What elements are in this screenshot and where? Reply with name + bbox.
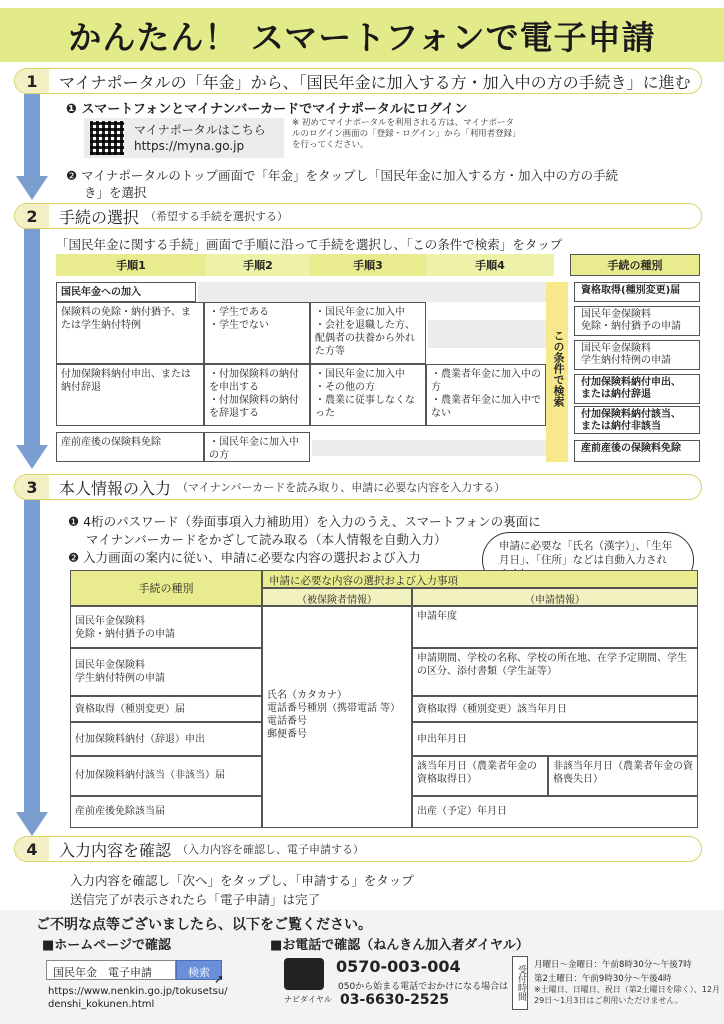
footer-search-input[interactable]: 国民年金 電子申請	[46, 960, 176, 980]
proc-row4-col1: 産前産後の保険料免除	[56, 432, 204, 462]
proc-row3-col4: ・農業者年金に加入中の方 ・農業者年金に加入中でない	[426, 364, 546, 426]
step3-title: 本人情報の入力	[59, 478, 172, 498]
proc-row4-empty	[312, 440, 546, 456]
footer-url-line2[interactable]: denshi_kokunen.html	[48, 999, 155, 1010]
flow-line-1	[24, 94, 40, 178]
step2-number: 2	[15, 204, 49, 228]
qr-code-icon	[90, 121, 124, 155]
input-row1-type: 国民年金保険料 免除・納付猶予の申請	[70, 606, 262, 648]
input-row3-type: 資格取得（種別変更）届	[70, 696, 262, 722]
phone-number-1[interactable]: 0570-003-004	[336, 957, 461, 976]
hours-line3: ※土曜日、日曜日、祝日（第2土曜日を除く）、12月29日〜1月3日はご利用いただけません。	[534, 985, 720, 1005]
step4-subtitle: （入力内容を確認し、電子申請する）	[177, 843, 365, 856]
input-row5-app: 該当年月日（農業者年金の資格取得日）	[412, 756, 548, 796]
step2-header	[14, 203, 702, 229]
type-head: 手続の種別	[570, 254, 700, 276]
step3-item1-line2: マイナンバーカードをかざして読み取る（本人情報を自動入力）	[86, 532, 447, 547]
step3-item1-line1: ❶ 4桁のパスワード（券面事項入力補助用）を入力のうえ、スマートフォンの裏面に	[68, 514, 541, 529]
cursor-icon: ➚	[214, 972, 225, 986]
flow-line-2	[24, 229, 40, 447]
step1-item2-line2: き」を選択	[84, 185, 147, 200]
input-table-subhead-app: （申請情報）	[412, 588, 698, 606]
qr-url[interactable]: https://myna.go.jp	[134, 139, 245, 153]
input-row1-app: 申請年度	[412, 606, 698, 648]
step3-number: 3	[15, 475, 49, 499]
flow-arrow-2	[16, 445, 48, 469]
insured-info-cell: 氏名（カタカナ） 電話番号種別（携帯電話 等） 電話番号 郵便番号	[262, 606, 412, 828]
input-row2-app: 申請期間、学校の名称、学校の所在地、在学予定期間、学生の区分、添付書類（学生証等）	[412, 648, 698, 696]
input-row6-type: 産前産後免除該当届	[70, 796, 262, 828]
flow-arrow-3	[16, 812, 48, 836]
search-label[interactable]: この条件で検索	[552, 330, 565, 407]
proc-row2-col2: ・学生である ・学生でない	[204, 302, 310, 364]
step3-subtitle: （マイナンバーカードを読み取り、申請に必要な内容を入力する）	[177, 481, 506, 494]
proc-row2-empty	[428, 320, 546, 348]
proc-row3-col1: 付加保険料納付申出、または納付辞退	[56, 364, 204, 426]
type-5: 付加保険料納付該当、 または納付非該当	[574, 406, 700, 434]
flow-line-3	[24, 500, 40, 816]
navi-dial-label: ナビダイヤル	[284, 995, 332, 1004]
type-2: 国民年金保険料 免除・納付猶予の申請	[574, 306, 700, 336]
hours-line1: 月曜日〜金曜日：午前8時30分〜午後7時	[534, 960, 692, 970]
qr-label: マイナポータルはこちら	[134, 123, 266, 137]
input-row6-app: 出産（予定）年月日	[412, 796, 698, 828]
flow-head-step1: 手順1	[56, 254, 206, 276]
proc-row1-col1: 国民年金への加入	[56, 282, 196, 302]
input-row5-type: 付加保険料納付該当（非該当）届	[70, 756, 262, 796]
footer-phone-title: ■お電話で確認（ねんきん加入者ダイヤル）	[270, 938, 529, 953]
step3-header	[14, 474, 702, 500]
step2-intro: 「国民年金に関する手続」画面で手順に沿って手続を選択し、「この条件で検索」をタップ	[56, 237, 563, 252]
step4-number: 4	[15, 837, 49, 861]
footer-heading: ご不明な点等ございましたら、以下をご覧ください。	[36, 917, 372, 933]
proc-row3-col3: ・国民年金に加入中 ・その他の方 ・農業に従事しなくなった	[310, 364, 426, 426]
footer-search-button[interactable]: 検索	[176, 960, 222, 980]
step4-line1: 入力内容を確認し「次へ」をタップし、「申請する」をタップ	[70, 873, 414, 888]
step2-title: 手続の選択	[59, 207, 140, 227]
step3-item2: ❷ 入力画面の案内に従い、申請に必要な内容の選択および入力	[68, 550, 421, 565]
page-title: かんたん！ スマートフォンで電子申請	[68, 17, 656, 57]
phone-number-2[interactable]: 03-6630-2525	[340, 992, 450, 1008]
step1-item2-line1: ❷ マイナポータルのトップ画面で「年金」をタップし「国民年金に加入する方・加入中の方の手続	[66, 168, 619, 183]
type-3: 国民年金保険料 学生納付特例の申請	[574, 340, 700, 370]
phone-note: 050から始まる電話でおかけになる場合は	[338, 982, 509, 992]
hours-label: 受付時間	[512, 956, 528, 1010]
hours-line2: 第2土曜日：午前9時30分〜午後4時	[534, 974, 672, 984]
flow-head-step3: 手順3	[310, 254, 426, 276]
flow-arrow-1	[16, 176, 48, 200]
proc-row4-col2: ・国民年金に加入中の方	[204, 432, 310, 462]
input-table-subhead-insured: （被保険者情報）	[262, 588, 412, 606]
proc-row2-col3: ・国民年金に加入中 ・会社を退職した方、配偶者の扶養から外れた方等	[310, 302, 426, 364]
step1-number: 1	[15, 69, 49, 93]
navi-dial-icon	[284, 958, 324, 990]
input-row3-app: 資格取得（種別変更）該当年月日	[412, 696, 698, 722]
proc-row2-col1: 保険料の免除・納付猶予、または学生納付特例	[56, 302, 204, 364]
type-1: 資格取得(種別変更)届	[574, 282, 700, 302]
step4-header	[14, 836, 702, 862]
footer-url-line1[interactable]: https://www.nenkin.go.jp/tokusetsu/	[48, 986, 228, 997]
flow-head-step4: 手順4	[426, 254, 554, 276]
type-6: 産前産後の保険料免除	[574, 440, 700, 462]
step1-item1: ❶ スマートフォンとマイナンバーカードでマイナポータルにログイン	[66, 102, 468, 117]
step4-line2: 送信完了が表示されたら「電子申請」は完了	[70, 892, 321, 907]
input-row4-type: 付加保険料納付（辞退）申出	[70, 722, 262, 756]
step1-title: マイナポータルの「年金」から、「国民年金に加入する方・加入中の方の手続き」に進む	[59, 72, 691, 92]
step4-title: 入力内容を確認	[59, 840, 172, 860]
auto-input-bubble: 申請に必要な「氏名（漢字）」、「生年月日」、「住所」などは自動入力され	[482, 532, 694, 588]
input-table-head-type: 手続の種別	[70, 570, 262, 606]
input-table-head-input: 申請に必要な内容の選択および入力事項	[262, 570, 698, 588]
input-row5-app2: 非該当年月日（農業者年金の資格喪失日）	[548, 756, 698, 796]
step1-header	[14, 68, 702, 94]
title-banner	[0, 8, 724, 62]
flow-head-step2: 手順2	[206, 254, 310, 276]
step2-subtitle: （希望する手続を選択する）	[145, 210, 289, 223]
type-4: 付加保険料納付申出、 または納付辞退	[574, 374, 700, 404]
step1-note: ※ 初めてマイナポータルを利用される方は、マイナポータルのログイン画面の「登録・ログイン」から「利用者登録」を行ってください。	[292, 118, 521, 150]
proc-row1-empty	[198, 282, 546, 302]
footer-web-title: ■ホームページで確認	[42, 938, 172, 953]
proc-row3-col2: ・付加保険料の納付を申出する ・付加保険料の納付を辞退する	[204, 364, 310, 426]
input-row2-type: 国民年金保険料 学生納付特例の申請	[70, 648, 262, 696]
input-row4-app: 申出年月日	[412, 722, 698, 756]
